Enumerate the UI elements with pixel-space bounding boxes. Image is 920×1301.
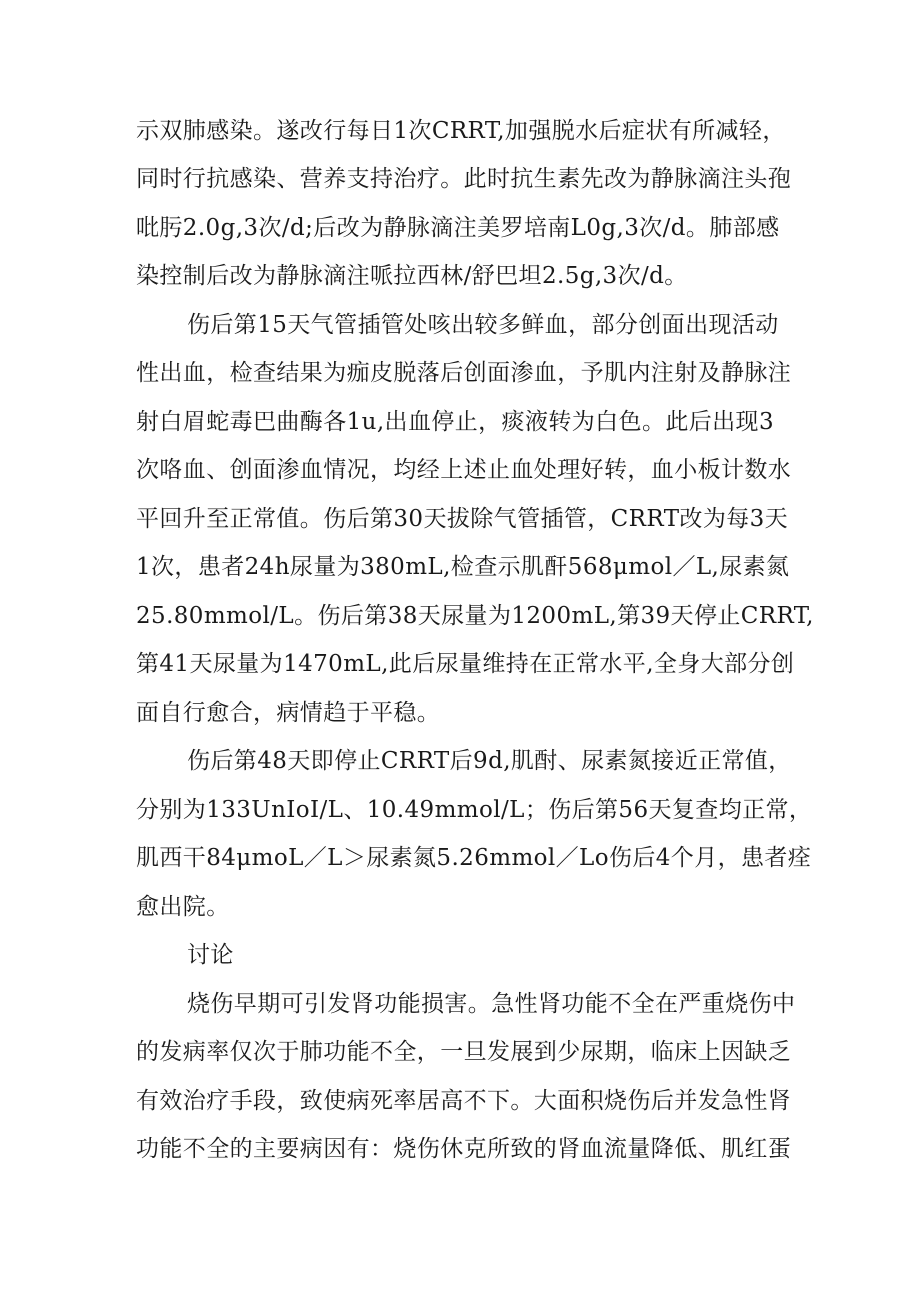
paragraph-first-line: 伤后第15天气管插管处咳出较多鲜血，部分创面出现活动 [187,312,779,338]
text-line: 染控制后改为静脉滴注哌拉西林/舒巴坦2.5g,3次/d。 [136,263,688,289]
text-line: 示双肺感染。遂改行每日1次CRRT,加强脱水后症状有所减轻， [136,118,786,144]
text-line: 次咯血、创面渗血情况，均经上述止血处理好转，血小板计数水 [136,457,792,483]
text-line: 吡肟2.0g,3次/d;后改为静脉滴注美罗培南L0g,3次/d。肺部感 [136,215,780,241]
text-line: 面自行愈合，病情趋于平稳。 [136,700,441,726]
text-line: 1次，患者24h尿量为380mL,检查示肌酐568μmol／L,尿素氮 [136,554,790,580]
text-line: 射白眉蛇毒巴曲酶各1u,出血停止，痰液转为白色。此后出现3 [136,409,774,435]
paragraph-first-line: 伤后第48天即停止CRRT后9d,肌酎、尿素氮接近正常值， [187,748,792,774]
paragraph-first-line: 烧伤早期可引发肾功能损害。急性肾功能不全在严重烧伤中 [187,991,796,1017]
text-line: 第41天尿量为1470mL,此后尿量维持在正常水平,全身大部分创 [136,651,795,677]
text-line: 愈出院。 [136,894,230,920]
text-line: 功能不全的主要病因有：烧伤休克所致的肾血流量降低、肌红蛋 [136,1136,792,1162]
text-line: 25.80mmol/L。伤后第38天尿量为1200mL,第39天停止CRRT, [136,603,814,629]
section-heading: 讨论 [187,942,234,968]
text-line: 分别为133UnIoI/L、10.49mmol/L；伤后第56天复查均正常， [136,797,813,823]
text-line: 性出血，检查结果为痂皮脱落后创面渗血，予肌内注射及静脉注 [136,360,792,386]
text-line: 的发病率仅次于肺功能不全，一旦发展到少尿期，临床上因缺乏 [136,1039,792,1065]
text-line: 同时行抗感染、营养支持治疗。此时抗生素先改为静脉滴注头孢 [136,166,792,192]
text-line: 平回升至正常值。伤后第30天拔除气管插管，CRRT改为每3天 [136,506,789,532]
text-line: 肌西干84μmoL／L＞尿素氮5.26mmol／Lo伤后4个月，患者痊 [136,845,812,871]
text-line: 有效治疗手段，致使病死率居高不下。大面积烧伤后并发急性肾 [136,1088,792,1114]
